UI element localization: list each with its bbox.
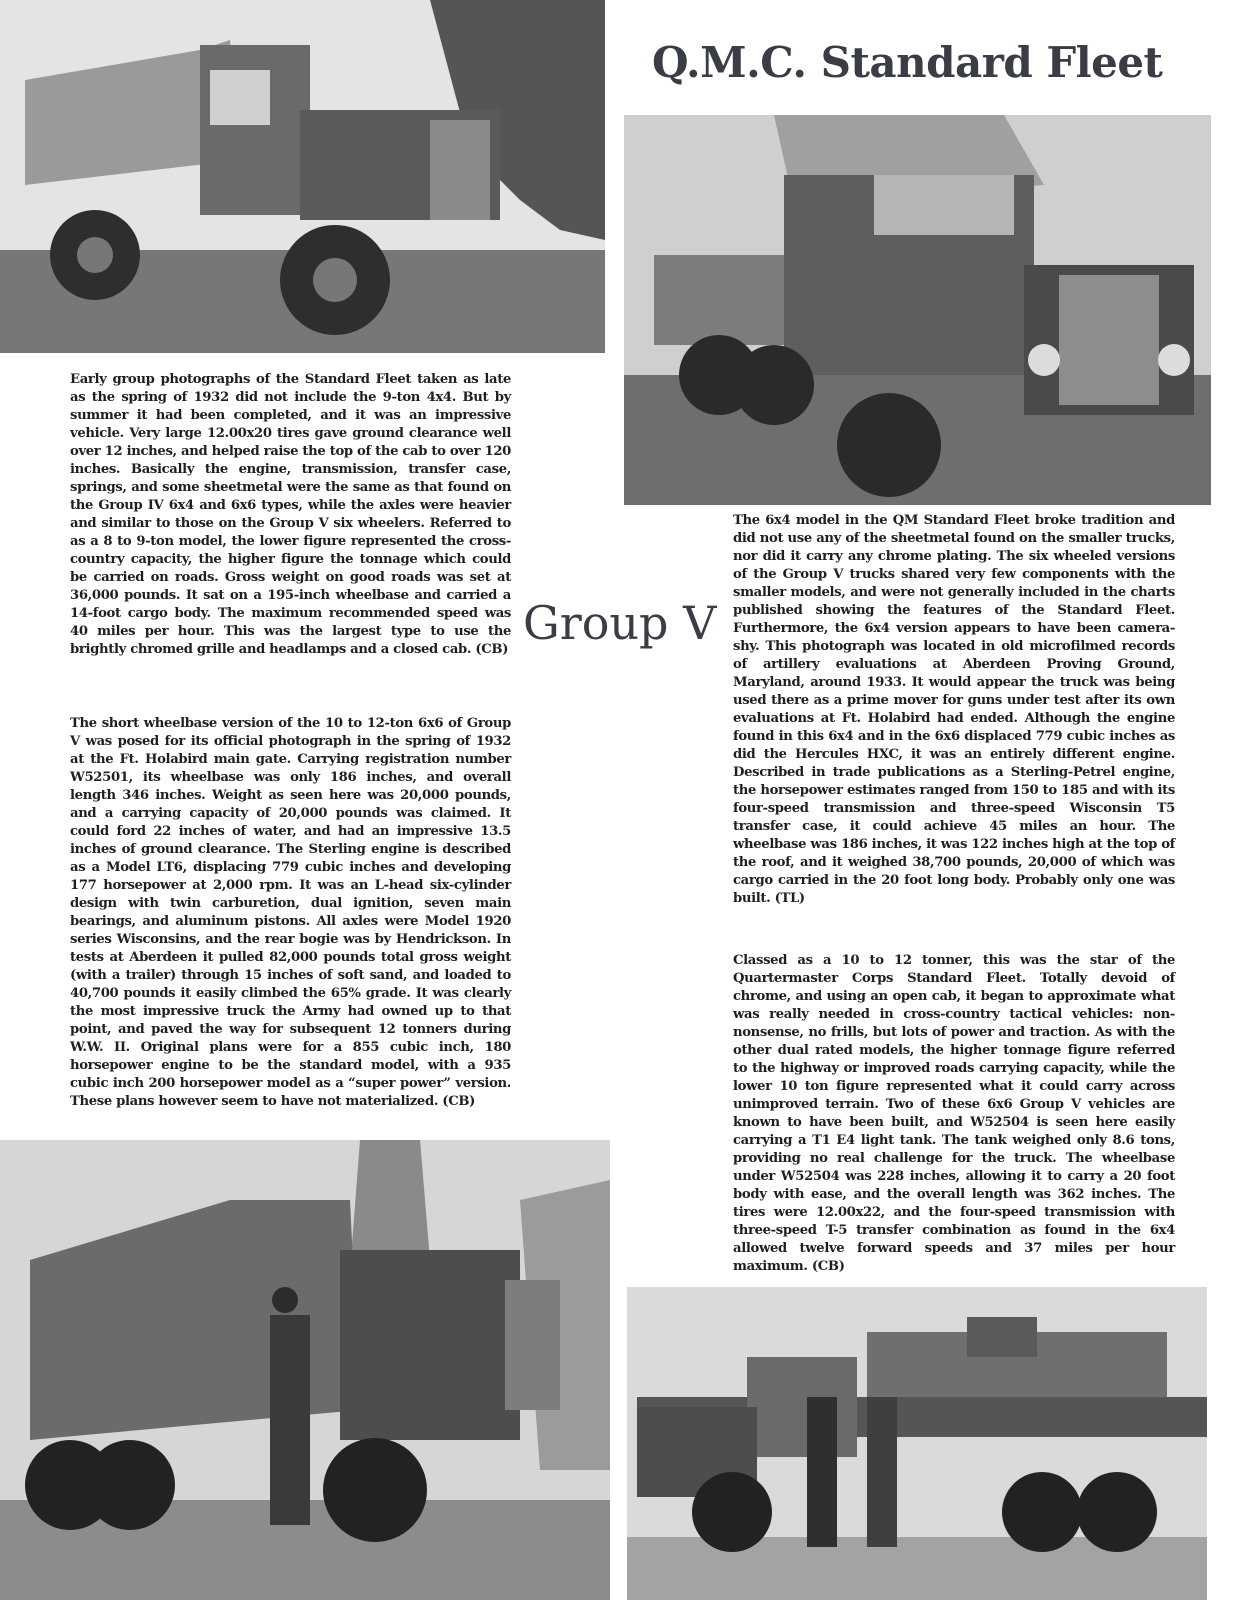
photo-6x6-short-truck: [0, 1140, 610, 1600]
caption-4x4: Early group photographs of the Standard Fleet taken as late as the spring of 1932 did not include the 9-ton 4x4. But by summer it had been completed, and it was an impressive vehicle. Very large 12.00x20 tires gave ground clearance well over 12 inches, and helped raise the top of the cab to over 120 inches. Basically the engine, transmission, transfer case, springs, and some sheetmetal were the same as that found on the Group IV 6x4 and 6x6 types, while the axles were heavier and similar to those on the Group V six wheelers. Referred to as a 8 to 9-ton model, the lower figure represented the cross-country capacity, the higher figure the tonnage which could be carried on roads. Gross weight on good roads was set at 36,000 pounds. It sat on a 195-inch wheelbase and carried a 14-foot cargo body. The maximum recommended speed was 40 miles per hour. This was the largest type to use the brightly chromed grille and headlamps and a closed cab. (CB): [70, 372, 511, 657]
page-title: Q.M.C. Standard Fleet: [652, 38, 1163, 87]
section-heading: Group V: [523, 596, 717, 650]
caption-6x6-short: The short wheelbase version of the 10 to 12-ton 6x6 of Group V was posed for its official photograph in the spring of 1932 at the Ft. Holabird main gate. Carrying registration number W52501, its wheelbase was only 186 inches, and overall length 346 inches. Weight as seen here was 20,000 pounds, and a carrying capacity of 20,000 pounds was claimed. It could ford 22 inches of water, and had an impressive 13.5 inches of ground clearance. The Sterling engine is described as a Model LT6, displacing 779 cubic inches and developing 177 horsepower at 2,000 rpm. It was an L-head six-cylinder design with twin carburetion, dual ignition, seven main bearings, and aluminum pistons. All axles were Model 1920 series Wisconsins, and the rear bogie was by Hendrickson. In tests at Aberdeen it pulled 82,000 pounds total gross weight (with a trailer) through 15 inches of soft sand, and loaded to 40,700 pounds it easily climbed the 65% grade. It was clearly the most impressive truck the Army had owned up to that point, and paved the way for subsequent 12 tonners during W.W. II. Original plans were for a 855 cubic inch, 180 horsepower engine to be the standard model, with a 935 cubic inch 200 horsepower model as a “super power” version. These plans however seem to have not materialized. (CB): [70, 716, 511, 1109]
photo-6x6-long-truck-tank: [627, 1287, 1207, 1600]
caption-6x4: The 6x4 model in the QM Standard Fleet broke tradition and did not use any of the sheetmetal found on the smaller trucks, nor did it carry any chrome plating. The six wheeled versions of the Group V trucks shared very few components with the smaller models, and were not generally included in the charts published showing the features of the Standard Fleet. Furthermore, the 6x4 version appears to have been camera-shy. This photograph was located in old microfilmed records of artillery evaluations at Aberdeen Proving Ground, Maryland, around 1933. It would appear the truck was being used there as a prime mover for guns under test after its own evaluations at Ft. Holabird had ended. Although the engine found in this 6x4 and in the 6x6 displaced 779 cubic inches as did the Hercules HXC, it was an entirely different engine. Described in trade publications as a Sterling-Petrel engine, the horsepower estimates ranged from 150 to 185 and with its four-speed transmission and three-speed Wisconsin T5 transfer case, it could achieve 45 miles an hour. The wheelbase was 186 inches, it was 122 inches high at the top of the roof, and it weighed 38,700 pounds, 20,000 of which was cargo carried in the 20 foot long body. Probably only one was built. (TL): [733, 513, 1175, 906]
photo-6x4-truck: [624, 115, 1211, 505]
photo-4x4-truck: [0, 0, 605, 353]
caption-6x6-long: Classed as a 10 to 12 tonner, this was the star of the Quartermaster Corps Standard Fleet. Totally devoid of chrome, and using an open cab, it began to approximate what was really needed in cross-country tactical vehicles: non-nonsense, no frills, but lots of power and traction. As with the other dual rated models, the higher tonnage figure referred to the highway or improved roads carrying capacity, while the lower 10 ton figure represented what it could carry across unimproved terrain. Two of these 6x6 Group V vehicles are known to have been built, and W52504 is seen here easily carrying a T1 E4 light tank. The tank weighed only 8.6 tons, providing no real challenge for the truck. The wheelbase under W52504 was 228 inches, allowing it to carry a 20 foot body with ease, and the overall length was 362 inches. The tires were 12.00x22, and the four-speed transmission with three-speed T-5 transfer combination as found in the 6x4 allowed twelve forward speeds and 37 miles per hour maximum. (CB): [733, 953, 1175, 1274]
